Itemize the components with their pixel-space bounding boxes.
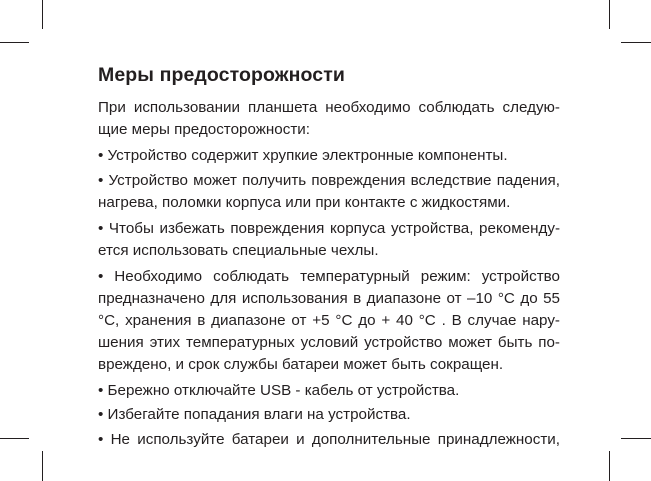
list-item-temperature-line-5: вреждено, и срок службы батареи может быть сокращен.: [98, 356, 504, 373]
list-item-case-line-1: • Чтобы избежать повреждения корпуса устройства, рекоменду-: [98, 220, 560, 237]
list-item-temperature-line-2: предназначено для использования в диапазоне от –10 °C до 55: [98, 290, 560, 307]
intro-line-2: щие меры предосторожности:: [98, 121, 311, 138]
list-item-damage-line-1: • Устройство может получить повреждения вследствие падения,: [98, 172, 560, 189]
crop-mark-top-left-vertical: [42, 0, 43, 29]
crop-mark-bottom-right-vertical: [609, 451, 610, 481]
list-item-moisture: • Избегайте попадания влаги на устройства.: [98, 406, 411, 423]
crop-mark-top-left-horizontal: [0, 42, 29, 43]
crop-mark-top-right-vertical: [609, 0, 610, 29]
list-item-temperature-line-3: °C, хранения в диапазоне от +5 °C до + 40 °C . В случае нару-: [98, 312, 560, 329]
list-item-damage-line-2: нагрева, поломки корпуса или при контакте с жидкостями.: [98, 194, 511, 211]
intro-line-1: При использовании планшета необходимо соблюдать следую-: [98, 99, 560, 116]
crop-mark-top-right-horizontal: [621, 42, 651, 43]
crop-mark-bottom-left-vertical: [42, 451, 43, 481]
list-item-usb: • Бережно отключайте USB - кабель от устройства.: [98, 382, 460, 399]
crop-mark-bottom-right-horizontal: [621, 438, 651, 439]
list-item-batteries: • Не используйте батареи и дополнительные принадлежности,: [98, 431, 560, 448]
crop-mark-bottom-left-horizontal: [0, 438, 29, 439]
list-item-fragile: • Устройство содержит хрупкие электронные компоненты.: [98, 147, 508, 164]
list-item-temperature-line-1: • Необходимо соблюдать температурный режим: устройство: [98, 268, 560, 285]
list-item-case-line-2: ется использовать специальные чехлы.: [98, 242, 379, 259]
page-title: Меры предосторожности: [98, 64, 345, 86]
list-item-temperature-line-4: шения этих температурных условий устройство может быть по-: [98, 334, 560, 351]
